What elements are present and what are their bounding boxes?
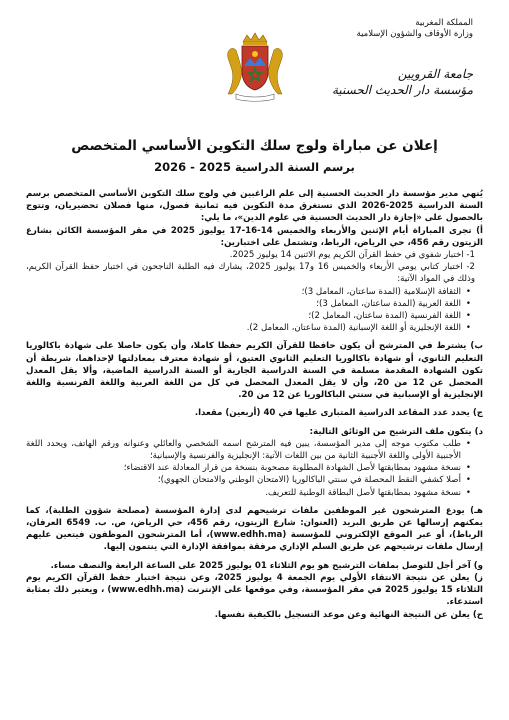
item-a-exam-dates: أ) تجرى المباراة أيام الإثنين والأربعاء والخميس 14-16-17 يوليوز 2025 في مقر المؤسسة الكائن بشارع الزيتون رقم 456، حي الرياض، الرباط، وتشتمل على اختبارين: [26,225,483,248]
documents-list [26,438,483,499]
announcement-title: إعلان عن مباراة ولوج سلك التكوين الأساسي المتخصص [71,138,438,154]
announcement-body [26,188,483,621]
ministry-label: وزارة الأوقاف والشؤون الإسلامية [356,29,473,39]
item-b-requirements: ب) يشترط في المترشح أن يكون حافظا للقرآن الكريم حفظا كاملا، وأن يكون حاصلا على شهادة باكالوريا التعليم الثانوي، أو شهادة باكالوريا التعليم الثانوي العتيق، أو شهادة معترف بمعادلتها لإحداهما، شريطة أن تكون الشهادة المقدمة مسلمة في السنة الدراسية الجارية أو السنة الدراسية الماضية، وألا يقل المعدل المحصل عن 12 من 20، وأن لا يقل المعدل المحصل في كل من اللغة العربية واللغة الفرنسية واللغة الإنجليزية أو الإسبانية في سنتي الباكالوريا عن 12 من 20. [26,341,484,401]
academic-year-subtitle: برسم السنة الدراسية 2025 - 2026 [154,160,355,174]
item-a2-written-exam: 2- اختبار كتابي يومي الأربعاء والخميس 16 و17 يوليوز 2025، يشارك فيه الطلبة الناجحون في اختبار حفظ القرآن الكريم، وذلك في المواد الآتية: [26,262,475,285]
coat-of-arms-icon [222,32,288,102]
item-g-results: ز) يعلن عن نتيجة الانتقاء الأولي يوم الجمعة 4 يوليوز 2025، وعن نتيجة اختبار حفظ القرآن الكريم يوم الثلاثاء 15 يوليوز 2025 في مقر المؤسسة، وفي موقعها على الإنترنت (www.edhh.ma) ، ويعتبر ذلك بمثابة استدعاء. [26,572,484,608]
document-item: • طلب مكتوب موجه إلى مدير المؤسسة، يبين فيه المترشح اسمه الشخصي والعائلي وعنوانه ورقم الهاتف، ويحدد اللغة الأجنبية الأولى واللغة الأجنبية الثانية من بين اللغات الآتية: الإنجليزية والفرنسية والإسبانية؛ [26,438,461,462]
institution-label: مؤسسة دار الحديث الحسنية [331,83,473,97]
item-h-final-results: ح) يعلن عن النتيجة النهائية وعن موعد التسجيل بالكيفية نفسها. [214,609,483,620]
document-item: • نسخة مشهود بمطابقتها لأصل الشهادة المطلوبة مصحوبة بنسخة من قرار المعادلة عند الاقتضاء؛ [26,462,461,474]
subject-item: • اللغة العربية (المدة ساعتان، المعامل 3)؛ [26,298,461,310]
institution-header [332,18,473,98]
item-e-submission: هـ) يودع المترشحون غير الموظفين ملفات ترشيحهم لدى إدارة المؤسسة (مصلحة شؤون الطلبة)، كما يمكنهم إرسالها عن طريق البريد (العنوان: شارع الزيتون، رقم 456، حي الرياض، ص. ب. 6549 العرفان، الرباط)، أو عبر الموقع الإلكتروني للمؤسسة (www.edhh.ma)، أما المترشحون الموظفون فيتعين عليهم إرسال ملفات ترشيحهم عن طريق السلم الإداري مرفقة بموافقة الإدارة التي ينتمون إليها. [26,505,483,553]
letterhead [26,14,483,132]
subject-item: • الثقافة الإسلامية (المدة ساعتان، المعامل 3)؛ [26,286,461,298]
subject-item: • اللغة الإنجليزية أو اللغة الإسبانية (المدة ساعتان، المعامل 2). [26,322,461,334]
item-d-documents-heading: د) يتكون ملف الترشيح من الوثائق التالية: [309,426,483,437]
document-item: • نسخة مشهود بمطابقتها لأصل البطاقة الوطنية للتعريف. [26,487,461,499]
kingdom-label: المملكة المغربية [415,18,473,28]
intro-paragraph: يُنهي مدير مؤسسة دار الحديث الحسنية إلى علم الراغبين في ولوج سلك التكوين الأساسي المتخصص برسم السنة الدراسية 2025-2026 الذي تستغرق مدة التكوين فيه ثمانية فصول، منها فصلان تحضيريان، وتتوج بالحصول على «إجازة دار الحديث الحسنية في علوم الدين»، ما يلي: [26,189,483,224]
item-a1-oral-exam: 1- اختبار شفوي في حفظ القرآن الكريم يوم الاثنين 14 يوليوز 2025. [229,250,475,261]
item-c-seats: ج) يحدد عدد المقاعد الدراسية المتبارى عليها في 40 (أربعين) مقعدا. [194,408,483,419]
subjects-list [26,286,483,335]
university-label: جامعة القرويين [397,67,473,81]
item-f-deadline: و) آخر أجل للتوصل بملفات الترشيح هو يوم الثلاثاء 01 يوليوز 2025 على الساعة الرابعة والنصف مساء. [50,560,483,571]
document-item: • أصلا كشفي النقط المحصلة في سنتي الباكالوريا (الامتحان الوطني والامتحان الجهوي)؛ [26,474,461,486]
subject-item: • اللغة الفرنسية (المدة ساعتان، المعامل 2)؛ [26,310,461,322]
